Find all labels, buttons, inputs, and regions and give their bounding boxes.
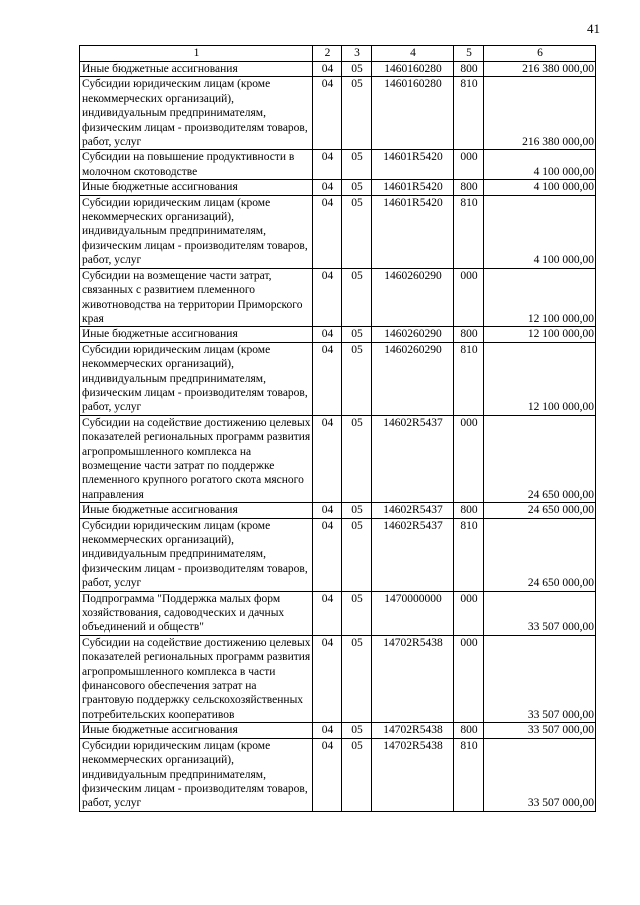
row-name: Субсидии юридическим лицам (кроме некоммерческих организаций), индивидуальным предпринимателям, физическим лицам - производителям товаров, работ, услуг xyxy=(80,738,313,811)
row-amount: 24 650 000,00 xyxy=(484,415,596,502)
row-section: 04 xyxy=(313,180,342,195)
row-target-article: 14602R5437 xyxy=(372,518,454,591)
row-section: 04 xyxy=(313,268,342,327)
row-subsection: 05 xyxy=(342,180,372,195)
row-amount: 4 100 000,00 xyxy=(484,195,596,268)
row-subsection: 05 xyxy=(342,635,372,722)
row-section: 04 xyxy=(313,342,342,415)
row-amount: 33 507 000,00 xyxy=(484,591,596,635)
table-row xyxy=(80,342,596,415)
table-header-row xyxy=(80,46,596,62)
row-name: Иные бюджетные ассигнования xyxy=(80,180,313,195)
header-col-5: 5 xyxy=(454,46,484,62)
row-target-article: 14702R5438 xyxy=(372,635,454,722)
row-name: Субсидии на содействие достижению целевых показателей региональных программ развития агропромышленного комплекса на возмещение части затрат по поддержке племенного крупного рогатого скота мясного направления xyxy=(80,415,313,502)
row-expense-type: 800 xyxy=(454,180,484,195)
row-name: Субсидии юридическим лицам (кроме некоммерческих организаций), индивидуальным предпринимателям, физическим лицам - производителям товаров, работ, услуг xyxy=(80,77,313,150)
table-row xyxy=(80,195,596,268)
row-target-article: 1470000000 xyxy=(372,591,454,635)
row-expense-type: 800 xyxy=(454,62,484,77)
table-row xyxy=(80,327,596,342)
row-target-article: 14601R5420 xyxy=(372,150,454,180)
row-name: Иные бюджетные ассигнования xyxy=(80,327,313,342)
row-target-article: 14601R5420 xyxy=(372,180,454,195)
table-row xyxy=(80,150,596,180)
table-row xyxy=(80,518,596,591)
table-row xyxy=(80,268,596,327)
row-subsection: 05 xyxy=(342,591,372,635)
row-subsection: 05 xyxy=(342,77,372,150)
row-section: 04 xyxy=(313,635,342,722)
row-section: 04 xyxy=(313,503,342,518)
row-subsection: 05 xyxy=(342,723,372,738)
page-number: 41 xyxy=(587,21,600,36)
row-name: Субсидии на содействие достижению целевых показателей региональных программ развития агропромышленного комплекса в части финансового обеспечения затрат на грантовую поддержку сельскохозяйственных потребительских кооперативов xyxy=(80,635,313,722)
row-name: Субсидии на повышение продуктивности в молочном скотоводстве xyxy=(80,150,313,180)
row-amount: 12 100 000,00 xyxy=(484,342,596,415)
row-amount: 24 650 000,00 xyxy=(484,503,596,518)
row-name: Субсидии юридическим лицам (кроме некоммерческих организаций), индивидуальным предпринимателям, физическим лицам - производителям товаров, работ, услуг xyxy=(80,195,313,268)
row-amount: 33 507 000,00 xyxy=(484,738,596,811)
row-subsection: 05 xyxy=(342,738,372,811)
row-expense-type: 000 xyxy=(454,415,484,502)
row-name: Иные бюджетные ассигнования xyxy=(80,723,313,738)
row-amount: 4 100 000,00 xyxy=(484,150,596,180)
row-amount: 216 380 000,00 xyxy=(484,77,596,150)
row-expense-type: 800 xyxy=(454,503,484,518)
row-name: Иные бюджетные ассигнования xyxy=(80,503,313,518)
row-expense-type: 810 xyxy=(454,195,484,268)
row-expense-type: 810 xyxy=(454,738,484,811)
row-target-article: 1460260290 xyxy=(372,327,454,342)
table-row xyxy=(80,180,596,195)
row-name: Субсидии юридическим лицам (кроме некоммерческих организаций), индивидуальным предпринимателям, физическим лицам - производителям товаров, работ, услуг xyxy=(80,518,313,591)
row-section: 04 xyxy=(313,77,342,150)
table-row xyxy=(80,77,596,150)
row-expense-type: 000 xyxy=(454,150,484,180)
table-row xyxy=(80,723,596,738)
header-col-1: 1 xyxy=(80,46,313,62)
row-target-article: 1460160280 xyxy=(372,77,454,150)
budget-table xyxy=(79,45,596,812)
row-subsection: 05 xyxy=(342,518,372,591)
row-subsection: 05 xyxy=(342,415,372,502)
row-section: 04 xyxy=(313,415,342,502)
row-section: 04 xyxy=(313,518,342,591)
row-amount: 4 100 000,00 xyxy=(484,180,596,195)
row-section: 04 xyxy=(313,738,342,811)
row-amount: 12 100 000,00 xyxy=(484,268,596,327)
row-section: 04 xyxy=(313,150,342,180)
row-name: Субсидии на возмещение части затрат, связанных с развитием племенного животноводства на территории Приморского края xyxy=(80,268,313,327)
row-expense-type: 800 xyxy=(454,723,484,738)
row-subsection: 05 xyxy=(342,342,372,415)
row-subsection: 05 xyxy=(342,150,372,180)
header-col-6: 6 xyxy=(484,46,596,62)
row-name: Иные бюджетные ассигнования xyxy=(80,62,313,77)
row-expense-type: 800 xyxy=(454,327,484,342)
row-amount: 33 507 000,00 xyxy=(484,723,596,738)
row-section: 04 xyxy=(313,195,342,268)
row-target-article: 14602R5437 xyxy=(372,503,454,518)
header-col-4: 4 xyxy=(372,46,454,62)
row-amount: 24 650 000,00 xyxy=(484,518,596,591)
row-target-article: 1460260290 xyxy=(372,342,454,415)
row-expense-type: 810 xyxy=(454,342,484,415)
table-row xyxy=(80,738,596,811)
row-subsection: 05 xyxy=(342,327,372,342)
row-amount: 12 100 000,00 xyxy=(484,327,596,342)
row-expense-type: 000 xyxy=(454,268,484,327)
row-subsection: 05 xyxy=(342,195,372,268)
row-name: Субсидии юридическим лицам (кроме некоммерческих организаций), индивидуальным предпринимателям, физическим лицам - производителям товаров, работ, услуг xyxy=(80,342,313,415)
row-expense-type: 810 xyxy=(454,77,484,150)
row-subsection: 05 xyxy=(342,503,372,518)
row-target-article: 14702R5438 xyxy=(372,723,454,738)
header-col-2: 2 xyxy=(313,46,342,62)
row-subsection: 05 xyxy=(342,62,372,77)
row-amount: 216 380 000,00 xyxy=(484,62,596,77)
header-col-3: 3 xyxy=(342,46,372,62)
row-target-article: 14601R5420 xyxy=(372,195,454,268)
table-row xyxy=(80,415,596,502)
row-section: 04 xyxy=(313,327,342,342)
row-target-article: 1460160280 xyxy=(372,62,454,77)
row-target-article: 14602R5437 xyxy=(372,415,454,502)
table-row xyxy=(80,62,596,77)
row-target-article: 14702R5438 xyxy=(372,738,454,811)
table-row xyxy=(80,635,596,722)
table-row xyxy=(80,591,596,635)
row-section: 04 xyxy=(313,723,342,738)
row-expense-type: 000 xyxy=(454,635,484,722)
table-row xyxy=(80,503,596,518)
row-name: Подпрограмма "Поддержка малых форм хозяйствования, садоводческих и дачных объединений и обществ" xyxy=(80,591,313,635)
row-expense-type: 810 xyxy=(454,518,484,591)
row-subsection: 05 xyxy=(342,268,372,327)
row-section: 04 xyxy=(313,591,342,635)
row-amount: 33 507 000,00 xyxy=(484,635,596,722)
row-section: 04 xyxy=(313,62,342,77)
row-expense-type: 000 xyxy=(454,591,484,635)
row-target-article: 1460260290 xyxy=(372,268,454,327)
